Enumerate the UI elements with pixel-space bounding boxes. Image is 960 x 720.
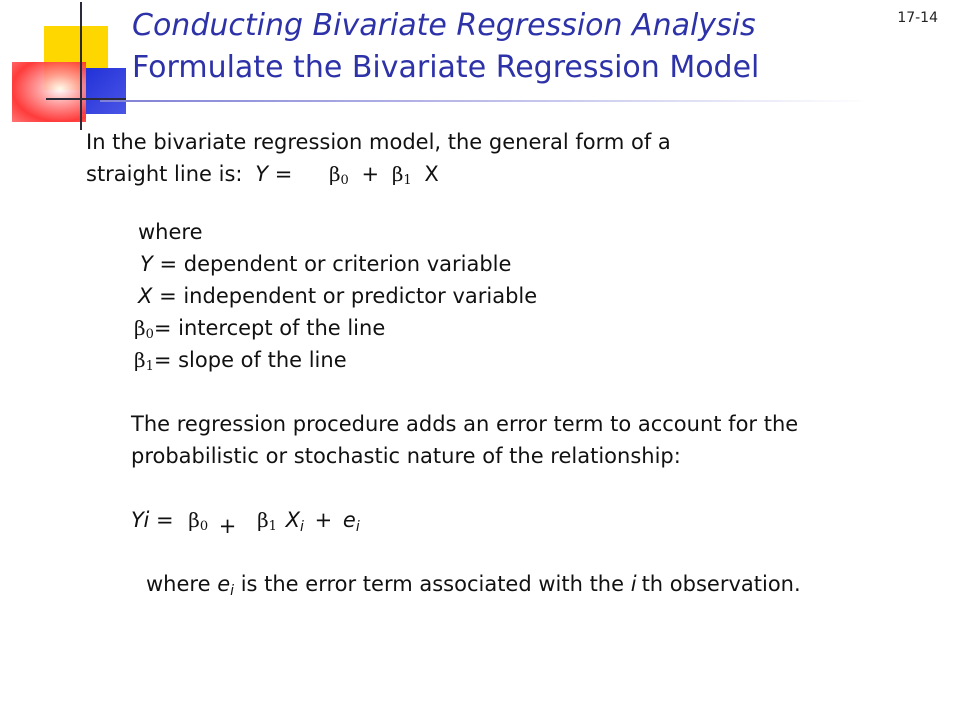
beta-subscript: 0 bbox=[145, 327, 154, 342]
intro-line1: In the bivariate regression model, the general form of a bbox=[86, 130, 671, 154]
closing-suffix: th observation. bbox=[641, 572, 801, 596]
beta-subscript: 0 bbox=[199, 519, 209, 534]
intro-line2 bbox=[86, 158, 439, 197]
beta-one-symbol bbox=[134, 348, 154, 372]
beta-glyph: β bbox=[188, 508, 200, 532]
beta-subscript: 1 bbox=[145, 359, 154, 374]
closing-e-letter: e bbox=[217, 572, 231, 596]
error-eq-x-letter: X bbox=[285, 508, 301, 532]
beta-subscript: 1 bbox=[268, 519, 277, 534]
beta-glyph: β bbox=[328, 162, 341, 186]
closing-line bbox=[146, 568, 801, 607]
error-eq-e bbox=[342, 508, 360, 535]
beta-glyph: β bbox=[391, 162, 404, 186]
closing-e-subscript: i bbox=[230, 583, 234, 599]
closing-e bbox=[217, 572, 234, 599]
definition-x-symbol: X bbox=[138, 284, 153, 308]
equation-y: Y = bbox=[255, 162, 293, 186]
error-eq-x bbox=[285, 508, 304, 535]
error-para-line1: The regression procedure adds an error term to account for the bbox=[131, 412, 799, 436]
definition-b0-text: = intercept of the line bbox=[153, 316, 386, 340]
beta-subscript: 0 bbox=[340, 173, 349, 188]
beta-zero-symbol bbox=[188, 508, 208, 532]
beta-zero-symbol bbox=[134, 316, 154, 340]
title-underline-rule bbox=[100, 100, 870, 102]
beta-glyph: β bbox=[134, 316, 146, 340]
definition-y-text: = dependent or criterion variable bbox=[159, 252, 512, 276]
error-eq-plus2: + bbox=[314, 508, 333, 532]
slide-title-line2: Formulate the Bivariate Regression Model bbox=[132, 50, 760, 85]
beta-glyph: β bbox=[134, 348, 146, 372]
error-eq-x-subscript: i bbox=[300, 519, 304, 535]
error-equation bbox=[131, 504, 360, 543]
closing-prefix: where bbox=[146, 572, 211, 596]
error-eq-e-letter: e bbox=[342, 508, 356, 532]
where-label: where bbox=[138, 220, 203, 244]
closing-i: i bbox=[630, 572, 637, 596]
definition-b1 bbox=[134, 344, 347, 383]
error-eq-e-subscript: i bbox=[355, 519, 360, 535]
definition-x-text: = independent or predictor variable bbox=[159, 284, 538, 308]
definition-b1-text: = slope of the line bbox=[153, 348, 347, 372]
logo-red-square bbox=[12, 62, 86, 122]
error-eq-plus: + bbox=[218, 514, 237, 538]
beta-zero-symbol bbox=[329, 162, 349, 186]
intro-prefix: straight line is: bbox=[86, 162, 243, 186]
equation-plus: + bbox=[361, 162, 380, 186]
beta-subscript: 1 bbox=[403, 173, 412, 188]
logo-blue-square bbox=[80, 68, 126, 114]
beta-glyph: β bbox=[257, 508, 269, 532]
definition-y-symbol: Y bbox=[140, 252, 153, 276]
error-eq-lhs: Yi = bbox=[131, 508, 174, 532]
beta-one-symbol bbox=[257, 508, 277, 532]
equation-x: X bbox=[424, 162, 439, 186]
beta-one-symbol bbox=[392, 162, 412, 186]
error-para-line2: probabilistic or stochastic nature of the relationship: bbox=[131, 444, 681, 468]
definition-y bbox=[140, 248, 511, 280]
closing-middle: is the error term associated with the bbox=[240, 572, 625, 596]
page-number: 17-14 bbox=[897, 10, 938, 26]
logo-vertical-line bbox=[80, 2, 82, 130]
slide-title-line1: Conducting Bivariate Regression Analysis bbox=[132, 8, 756, 43]
definition-x bbox=[138, 280, 537, 312]
